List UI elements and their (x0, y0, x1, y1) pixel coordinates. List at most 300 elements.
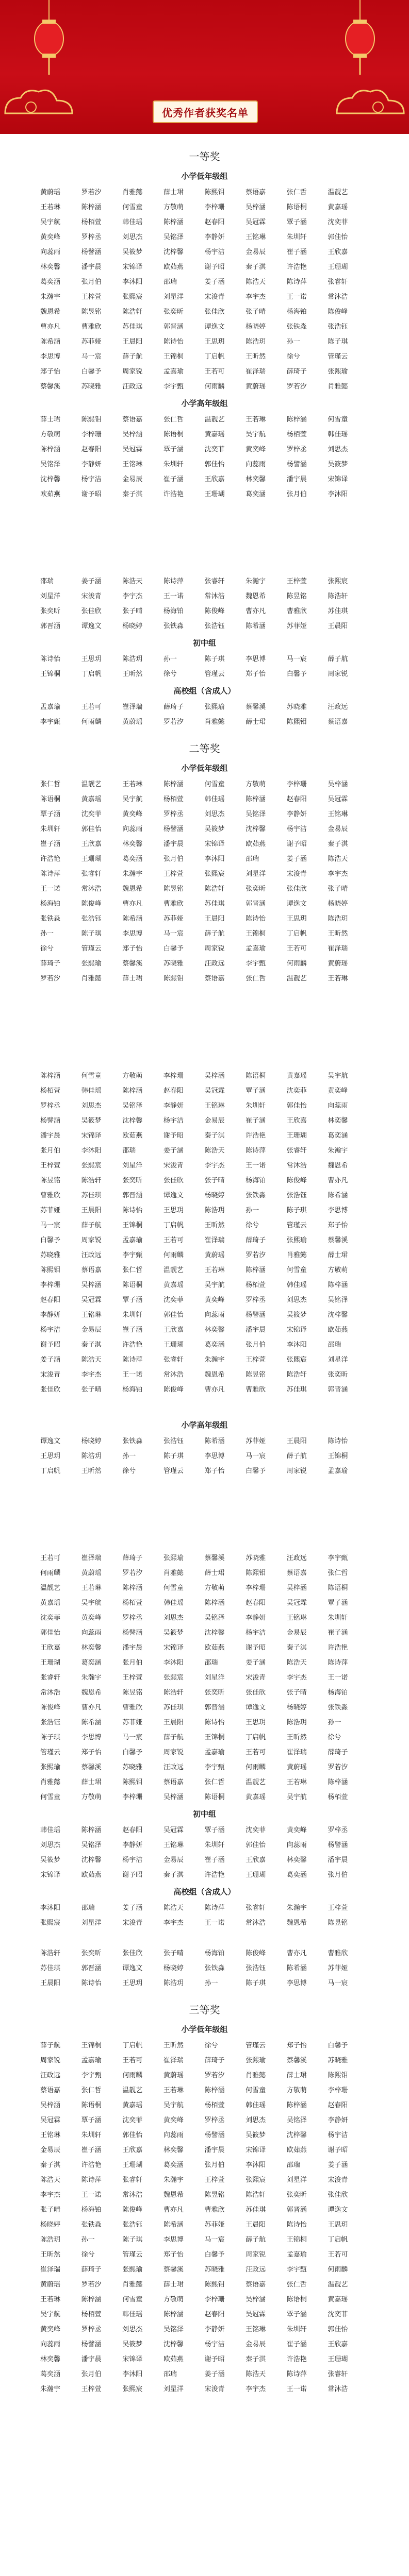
winner-name: 陈浩天 (204, 1147, 225, 1155)
winner-name: 李沐阳 (40, 1904, 61, 1912)
winner-name: 何雨麟 (81, 718, 102, 726)
winner-name: 陈浩轩 (246, 2191, 266, 2199)
winner-name: 曹亦凡 (163, 2206, 184, 2214)
winner-name: 杨栢萱 (286, 431, 307, 438)
winner-name: 陈昱铭 (163, 885, 184, 893)
winner-name: 汪政远 (328, 703, 348, 711)
winner-name: 秦子淇 (163, 1871, 184, 1879)
winner-name: 崔子涵 (122, 1326, 143, 1334)
winner-name: 向蕊雨 (328, 1102, 348, 1110)
winner-name: 郭晋涵 (163, 323, 184, 331)
winner-name: 肖雅懿 (81, 975, 102, 982)
winner-name: 孙一 (163, 655, 177, 663)
winner-name: 宋锦译 (81, 1132, 102, 1140)
winner-name: 杨宇洁 (328, 2131, 348, 2139)
winner-name: 汪政远 (81, 1251, 102, 1259)
winner-name: 王若可 (122, 2057, 143, 2064)
winner-name: 张子晴 (163, 1950, 184, 1957)
winner-name: 郑子怡 (163, 2251, 184, 2259)
winner-name: 崔子涵 (40, 840, 61, 848)
winner-name: 蔡馨溪 (163, 2266, 184, 2274)
winner-name: 丁启帆 (122, 2042, 143, 2049)
winner-name: 王铭琳 (122, 461, 143, 468)
winner-name: 郑子怡 (328, 1222, 348, 1229)
winner-name: 郭佳怡 (40, 1629, 61, 1637)
winner-name: 王欣嘉 (286, 1117, 307, 1125)
winner-name: 魏恩希 (328, 1162, 348, 1170)
winner-name: 吴铭泽 (286, 2116, 307, 2124)
winner-name: 朱瀚宇 (163, 2176, 184, 2184)
winner-name: 张铁淼 (286, 323, 307, 331)
winner-name: 苏晓雅 (81, 383, 102, 391)
winner-name: 王珊瑚 (40, 1659, 61, 1667)
winner-name: 许浩艳 (246, 1132, 266, 1140)
winner-name: 沈奕菲 (122, 2116, 143, 2124)
winner-name: 罗梓丞 (122, 1614, 143, 1622)
winner-name: 金易辰 (204, 1117, 225, 1125)
winner-name: 孙一 (204, 1979, 218, 1987)
winner-name: 陈希涵 (286, 1964, 307, 1972)
winner-name: 曹亦凡 (40, 323, 61, 331)
winner-name: 张奕昕 (246, 885, 266, 893)
lantern-right-icon (342, 0, 378, 77)
winner-name: 姜子涵 (122, 1904, 143, 1912)
winner-name: 蔡语嘉 (122, 416, 143, 423)
winner-name: 张浩钰 (40, 1719, 61, 1726)
winner-name: 李宇杰 (328, 870, 348, 878)
winner-name: 王一诺 (122, 1371, 143, 1379)
winner-name: 沈奕菲 (328, 218, 348, 226)
winner-name: 王昕然 (286, 1734, 307, 1741)
winner-name: 张铁淼 (122, 1437, 143, 1445)
winner-name: 宋浚青 (163, 1162, 184, 1170)
winner-name: 姜子涵 (81, 578, 102, 585)
winner-name: 李思博 (122, 930, 143, 938)
winner-name: 沈梓馨 (328, 1311, 348, 1319)
winner-name: 吴冠霖 (328, 795, 348, 803)
winner-name: 王晨阳 (40, 1979, 61, 1987)
winner-name: 王一诺 (81, 2191, 102, 2199)
winner-name: 杨晓婷 (40, 2221, 61, 2229)
winner-name: 陈子琪 (246, 1979, 266, 1987)
winner-name: 王梓萱 (81, 2385, 102, 2393)
winner-name: 孟嘉瑜 (328, 1467, 348, 1475)
winner-name: 吴铭泽 (40, 461, 61, 468)
winner-name: 陈浩轩 (204, 885, 225, 893)
winner-name: 杨宇洁 (204, 248, 225, 256)
winner-name: 马一宸 (204, 2236, 225, 2244)
winner-name: 何雪童 (163, 1584, 184, 1592)
winner-name: 吴梓涵 (246, 2296, 266, 2303)
winner-name: 李宇杰 (204, 1162, 225, 1170)
group-heading: 小学低年级组 (181, 2025, 228, 2034)
winner-name: 何雪童 (122, 2296, 143, 2303)
winner-name: 王铭琳 (246, 2326, 266, 2333)
winner-name: 陈子琪 (122, 2236, 143, 2244)
winner-name: 王锦桐 (204, 1734, 225, 1741)
winner-name: 张熙宸 (286, 1356, 307, 1364)
winner-name: 向蕊雨 (122, 825, 143, 833)
winner-name: 吴冠霖 (204, 1087, 225, 1095)
winner-name: 李宇杰 (81, 1371, 102, 1379)
winner-name: 李静妍 (286, 810, 307, 818)
winner-name: 李思博 (286, 1979, 307, 1987)
winner-name: 白馨予 (122, 1749, 143, 1756)
winner-name: 方敬萌 (204, 1584, 225, 1592)
winner-name: 谭逸文 (204, 323, 225, 331)
winner-name: 崔子涵 (246, 1117, 266, 1125)
name-grid (40, 414, 369, 498)
winner-name: 杨海铂 (40, 900, 61, 908)
winner-name: 谭逸文 (122, 1964, 143, 1972)
winner-name: 陈熙钼 (286, 718, 307, 726)
winner-name: 许浩艳 (40, 855, 61, 863)
winner-name: 陈诗萍 (122, 1356, 143, 1364)
winner-name: 陈希涵 (163, 2221, 184, 2229)
name-grid (40, 2040, 369, 2393)
winner-name: 陈诗萍 (40, 870, 61, 878)
winner-name: 欧茹燕 (163, 263, 184, 271)
winner-name: 吴宇航 (286, 1793, 307, 1801)
winner-name: 王若琳 (81, 1584, 102, 1592)
winner-name: 管瑾云 (246, 2042, 266, 2049)
winner-name: 陈梓涵 (328, 1281, 348, 1289)
winner-name: 李沐阳 (328, 490, 348, 498)
winner-name: 温靓艺 (163, 1266, 184, 1274)
winner-name: 陈子琪 (328, 338, 348, 346)
winner-name: 陈梓涵 (122, 1087, 143, 1095)
winner-name: 薛士珺 (81, 1778, 102, 1786)
winner-name: 王晨阳 (286, 1437, 307, 1445)
winner-name: 王锦桐 (40, 670, 61, 678)
winner-name: 李宇甄 (40, 718, 61, 726)
winner-name: 蔡馨溪 (246, 703, 266, 711)
winner-name: 刘思杰 (81, 1102, 102, 1110)
winner-name: 薛子航 (246, 2236, 266, 2244)
winner-name: 张熙宸 (122, 293, 143, 301)
winner-name: 张熙宸 (246, 2176, 266, 2184)
winner-name: 薛子航 (204, 930, 225, 938)
winner-name: 宋浚青 (246, 1674, 266, 1682)
winner-name: 吴宇航 (328, 1072, 348, 1080)
winner-name: 张熙瑜 (122, 2266, 143, 2274)
winner-name: 欧茹燕 (286, 2146, 307, 2154)
winner-name: 沈梓馨 (163, 2341, 184, 2348)
winner-name: 周家锐 (81, 1236, 102, 1244)
winner-name: 陈梓涵 (286, 2102, 307, 2109)
winner-name: 张子晴 (81, 1386, 102, 1394)
name-grid (40, 701, 369, 726)
winner-name: 陈熙钼 (40, 1266, 61, 1274)
winner-name: 黄奕峰 (204, 1296, 225, 1304)
winner-name: 刘星洋 (40, 592, 61, 600)
winner-name: 黄蔚瑶 (40, 189, 61, 196)
winner-name: 杨宇洁 (40, 1326, 61, 1334)
winner-name: 覃子涵 (286, 218, 307, 226)
winner-name: 陈俊峰 (163, 1386, 184, 1394)
winner-name: 陈梓涵 (81, 2296, 102, 2303)
winner-name: 邵瑞 (246, 855, 259, 863)
winner-name: 陈希涵 (40, 338, 61, 346)
winner-name: 姜子涵 (40, 1356, 61, 1364)
winner-name: 杨譬涵 (163, 825, 184, 833)
winner-name: 罗若汐 (246, 1251, 266, 1259)
winner-name: 薛琦子 (246, 1236, 266, 1244)
cloud-right-icon (332, 82, 409, 124)
winner-name: 王晨阳 (122, 338, 143, 346)
winner-name: 吴筱梦 (204, 825, 225, 833)
winner-name: 潘宇晨 (204, 2146, 225, 2154)
winner-name: 方敬萌 (286, 2087, 307, 2094)
winner-name: 苏晓雅 (40, 1251, 61, 1259)
winner-name: 王珊瑚 (328, 2355, 348, 2363)
winner-name: 徐兮 (40, 945, 54, 953)
winner-name: 黄蔚瑶 (40, 2281, 61, 2289)
winner-name: 吴铭泽 (163, 2326, 184, 2333)
winner-name: 蔡语嘉 (163, 1778, 184, 1786)
winner-name: 秦子淇 (204, 1132, 225, 1140)
winner-name: 谢予昭 (204, 263, 225, 271)
winner-name: 欧茹燕 (204, 1644, 225, 1652)
winner-name: 王珊瑚 (328, 263, 348, 271)
winner-name: 陈俊峰 (328, 308, 348, 316)
winner-name: 白馨予 (328, 2042, 348, 2049)
winner-name: 陈希涵 (246, 622, 266, 630)
winner-name: 宋锦译 (204, 840, 225, 848)
winner-name: 张熙瑜 (286, 1236, 307, 1244)
winner-name: 蔡语嘉 (204, 975, 225, 982)
winner-name: 李梓珊 (204, 204, 225, 211)
winner-name: 张熙瑜 (40, 1764, 61, 1771)
winner-name: 王珊瑚 (286, 1132, 307, 1140)
winner-name: 朱圳轩 (40, 825, 61, 833)
winner-name: 张月伯 (163, 855, 184, 863)
winner-name: 陈熙钼 (204, 2281, 225, 2289)
winner-name: 林奕馨 (122, 840, 143, 848)
winner-name: 潘宇晨 (122, 1644, 143, 1652)
winner-name: 葛奕涵 (328, 1132, 348, 1140)
winner-name: 崔泽瑞 (163, 2057, 184, 2064)
winner-name: 陈子琪 (286, 1207, 307, 1214)
winner-name: 张子晴 (286, 1689, 307, 1697)
winner-name: 陈浩轩 (163, 1689, 184, 1697)
winner-name: 吴梓涵 (81, 1281, 102, 1289)
winner-name: 曹雅欣 (286, 607, 307, 615)
winner-name: 陈语桐 (81, 2102, 102, 2109)
winner-name: 秦子淇 (246, 263, 266, 271)
winner-name: 王若可 (163, 1236, 184, 1244)
winner-name: 黄嘉瑶 (163, 1281, 184, 1289)
winner-name: 徐兮 (163, 670, 177, 678)
winner-name: 薛琦子 (204, 2057, 225, 2064)
winner-name: 罗若汐 (204, 2072, 225, 2079)
winner-name: 谭逸文 (328, 2206, 348, 2214)
winner-name: 金易辰 (40, 2146, 61, 2154)
winner-name: 王梓萱 (286, 578, 307, 585)
winner-name: 崔泽瑞 (204, 1236, 225, 1244)
winner-name: 张佳欣 (246, 1689, 266, 1697)
winner-name: 欧茹燕 (246, 840, 266, 848)
winner-name: 周家锐 (204, 945, 225, 953)
winner-name: 陈昱铭 (204, 2191, 225, 2199)
winner-name: 陈浩轩 (122, 308, 143, 316)
winner-name: 李思博 (328, 1207, 348, 1214)
winner-name: 吴梓涵 (204, 1072, 225, 1080)
winner-name: 张子晴 (122, 607, 143, 615)
name-grid (40, 1902, 369, 1927)
winner-name: 吴梓涵 (328, 781, 348, 788)
winner-name: 王欣嘉 (81, 840, 102, 848)
winner-name: 陈浩轩 (286, 1371, 307, 1379)
winner-name: 蔡语嘉 (246, 2281, 266, 2289)
winner-name: 许浩艳 (81, 2161, 102, 2169)
winner-name: 薛士珺 (286, 2072, 307, 2079)
winner-name: 陈浩天 (163, 1904, 184, 1912)
winner-name: 薛子航 (328, 655, 348, 663)
winner-name: 刘思杰 (328, 446, 348, 453)
winner-name: 李梓珊 (204, 2296, 225, 2303)
winner-name: 沈奕菲 (246, 1826, 266, 1834)
winner-name: 苏晓雅 (286, 703, 307, 711)
winner-name: 白馨予 (40, 1236, 61, 1244)
winner-name: 何雪童 (204, 781, 225, 788)
winner-name: 方敬萌 (163, 204, 184, 211)
winner-name: 王若可 (328, 2251, 348, 2259)
winner-name: 王一诺 (286, 293, 307, 301)
winner-name: 陈语桐 (328, 1584, 348, 1592)
winner-name: 周家锐 (163, 1749, 184, 1756)
winner-name: 魏恩希 (163, 2191, 184, 2199)
winner-name: 覃子涵 (246, 1087, 266, 1095)
winner-name: 宋锦译 (122, 2355, 143, 2363)
winner-name: 王锦桐 (328, 1452, 348, 1460)
winner-name: 常沐浩 (204, 592, 225, 600)
winner-name: 马一宸 (122, 1734, 143, 1741)
winner-name: 罗若汐 (81, 189, 102, 196)
winner-name: 崔泽瑞 (286, 1749, 307, 1756)
winner-name: 沈奕菲 (204, 446, 225, 453)
winner-name: 宋锦译 (286, 1326, 307, 1334)
winner-name: 黄奕峰 (81, 1614, 102, 1622)
winner-name: 常沐浩 (122, 2191, 143, 2199)
winner-name: 温靓艺 (246, 1778, 266, 1786)
winner-name: 汪政远 (122, 383, 143, 391)
winner-name: 黄嘉瑶 (328, 204, 348, 211)
winner-name: 白馨予 (81, 368, 102, 376)
winner-name: 张子晴 (40, 2206, 61, 2214)
winner-name: 李梓珊 (163, 1072, 184, 1080)
winner-name: 欧茹燕 (40, 490, 61, 498)
winner-name: 张睿轩 (81, 870, 102, 878)
winner-name: 吴铭泽 (163, 233, 184, 241)
winner-name: 陈希涵 (204, 1437, 225, 1445)
winner-name: 苏菲娅 (328, 1964, 348, 1972)
winner-name: 崔泽瑞 (40, 2266, 61, 2274)
winner-name: 邵瑞 (163, 278, 177, 286)
winner-name: 张月伯 (328, 1871, 348, 1879)
winner-name: 韩佳瑶 (328, 431, 348, 438)
winner-name: 张月伯 (40, 1147, 61, 1155)
winner-name: 李宇杰 (40, 2191, 61, 2199)
winner-name: 王若琳 (286, 1778, 307, 1786)
winner-name: 杨譬涵 (286, 461, 307, 468)
winner-name: 王一诺 (40, 885, 61, 893)
winner-name: 杨晓婷 (81, 1437, 102, 1445)
winner-name: 沈梓馨 (286, 2131, 307, 2139)
winner-name: 常沐浩 (328, 2385, 348, 2393)
winner-name: 陈浩天 (81, 1356, 102, 1364)
winner-name: 李静妍 (81, 461, 102, 468)
winner-name: 张熙宸 (163, 1674, 184, 1682)
winner-name: 朱瀚宇 (328, 1147, 348, 1155)
winner-name: 王锦桐 (122, 1222, 143, 1229)
winner-name: 杨晓婷 (163, 1964, 184, 1972)
winner-name: 薛琦子 (286, 368, 307, 376)
winner-name: 刘思杰 (163, 1614, 184, 1622)
winner-name: 李宇甄 (163, 383, 184, 391)
winner-name: 宋浚青 (81, 592, 102, 600)
winner-name: 李静妍 (328, 2116, 348, 2124)
winner-name: 黄蔚瑶 (204, 1251, 225, 1259)
winner-name: 吴筱梦 (122, 248, 143, 256)
winner-name: 吴铭泽 (328, 1296, 348, 1304)
winner-name: 陈梓涵 (286, 416, 307, 423)
winner-name: 宋浚青 (122, 1919, 143, 1927)
winner-name: 张铁淼 (40, 915, 61, 923)
winner-name: 吴宇航 (246, 431, 266, 438)
winner-name: 张浩钰 (204, 622, 225, 630)
winner-name: 王欣嘉 (246, 1856, 266, 1864)
winner-name: 秦子淇 (246, 2355, 266, 2363)
group-heading: 小学低年级组 (181, 764, 228, 773)
winner-name: 张佳欣 (163, 1177, 184, 1184)
winner-name: 欧茹燕 (328, 1326, 348, 1334)
winner-name: 管瑾云 (328, 353, 348, 361)
winner-name: 林奕馨 (81, 1644, 102, 1652)
winner-name: 葛奕涵 (286, 1871, 307, 1879)
winner-name: 方敬萌 (163, 2296, 184, 2303)
winner-name: 杨宇洁 (122, 1856, 143, 1864)
winner-name: 张熙宸 (81, 1162, 102, 1170)
winner-name: 曹雅欣 (163, 900, 184, 908)
winner-name: 吴筱梦 (81, 1117, 102, 1125)
winner-name: 姜子涵 (204, 278, 225, 286)
winner-name: 张睿轩 (246, 1904, 266, 1912)
winner-name: 黄奕峰 (40, 2326, 61, 2333)
winner-name: 陈子琪 (204, 655, 225, 663)
winner-name: 李宇杰 (122, 592, 143, 600)
winner-name: 杨譬涵 (81, 248, 102, 256)
winner-name: 宋锦译 (40, 1871, 61, 1879)
winner-name: 李宇杰 (286, 1674, 307, 1682)
winner-name: 李沐阳 (163, 1659, 184, 1667)
winner-name: 吴宇航 (40, 218, 61, 226)
winner-name: 陈梓涵 (163, 2311, 184, 2318)
winner-name: 刘星洋 (204, 1674, 225, 1682)
winner-name: 许浩艳 (122, 1341, 143, 1349)
winner-name: 金易辰 (122, 476, 143, 483)
winner-name: 许浩艳 (286, 263, 307, 271)
winner-name: 向蕊雨 (286, 1841, 307, 1849)
winner-name: 杨栢萱 (81, 218, 102, 226)
winner-name: 张仁哲 (246, 975, 266, 982)
winner-name: 王晨阳 (328, 622, 348, 630)
winner-name: 陈语桐 (286, 204, 307, 211)
winner-name: 张睿轩 (40, 1674, 61, 1682)
winner-name: 王欣嘉 (328, 248, 348, 256)
winner-name: 王晨阳 (246, 2221, 266, 2229)
winner-name: 王思玥 (246, 1719, 266, 1726)
